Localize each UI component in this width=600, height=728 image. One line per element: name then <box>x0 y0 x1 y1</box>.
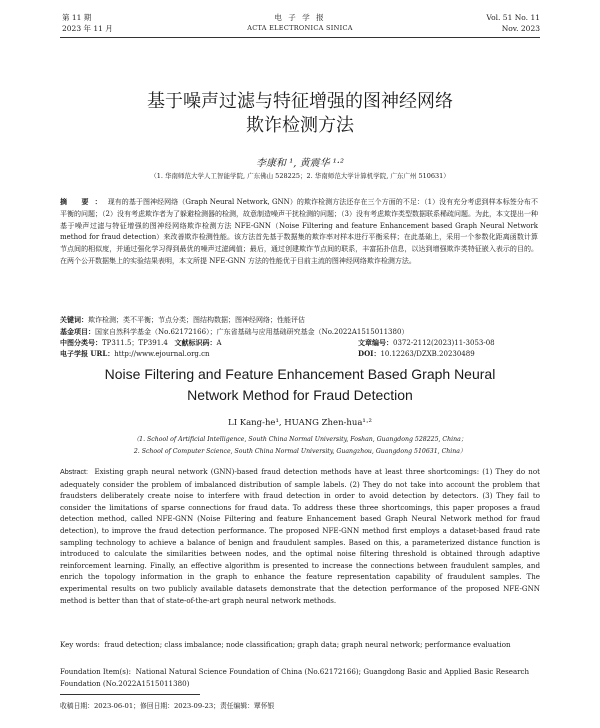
authors-zh: 李康和 ¹, 黄震华 ¹·² <box>256 158 344 169</box>
abstract-en-text: Existing graph neural network (GNN)-based fraud detection methods have at least three shortcomings: (1) They do not adequately consider the problem of imbalanced distribution of sample labels. (2) They do not take into account the problem that fraudsters deliberately create noise to interfere with fraud detection in order to avoid detection by detectors. (3) They fail to consider the limitations of sparse connections for fraud data. To address these three shortcomings, this paper proposes a fraud detection method, called NFE-GNN (Noise Filtering and feature Enhancement based Graph Neural Network method for fraud detection), to improve the fraud detection performance. The proposed NFE-GNN method first employs a dataset-based fraud rate sampling technology to achieve a balance of benign and fraudulent samples. Based on this, a parameterized distance function is introduced to calculate the similarities between nodes, and the optimal noise filtering threshold is obtained through adaptive reinforcement learning. Finally, an effective algorithm is presented to increase the connections between fraudulent samples, and enrich the topology information in the graph to enhance the feature representation capability of fraudulent samples. The experimental results on two publicly available datasets demonstrate that the detection performance of the proposed NFE-GNN method is better than that of state-of-the-art graph neural network methods. <box>60 467 540 605</box>
fund-zh-text: 国家自然科学基金（No.62172166）；广东省基础与应用基础研究基金（No.2022A1515011380） <box>95 328 409 336</box>
keywords-en-text: fraud detection; class imbalance; node classification; graph data; graph neural network; performance evaluation <box>104 640 511 649</box>
issue-zh: 第 11 期 <box>62 13 92 22</box>
keywords-zh-label: 关键词： <box>60 315 88 324</box>
affiliation-en-2: 2. School of Computer Science, South China Normal University, Guangzhou, Guangdong 510631, China） <box>133 448 467 455</box>
date-zh: 2023 年 11 月 <box>62 24 113 33</box>
fund-en-label: Foundation Item(s): <box>60 667 132 676</box>
volume: Vol. 51 No. 11 <box>486 13 540 22</box>
keywords-en-label: Key words: <box>60 640 100 649</box>
affiliation-zh: （1. 华南师范大学人工智能学院, 广东佛山 528225；2. 华南师范大学计算机学院, 广东广州 510631） <box>150 172 450 180</box>
footnote: 收稿日期：2023-06-01；修回日期：2023-09-23；责任编辑：覃怀银 <box>60 702 275 710</box>
url-row <box>60 348 540 360</box>
fund-en <box>60 666 540 689</box>
title-en-line2: Network Method for Fraud Detection <box>187 387 413 403</box>
abstract-zh <box>60 196 538 268</box>
journal-en: ACTA ELECTRONICA SINICA <box>247 24 353 32</box>
fund-en-text: National Natural Science Foundation of China (No.62172166); Guangdong Basic and Applied Basic Research Foundation (No.2022A1515011380) <box>60 667 530 688</box>
article-label: 文章编号： <box>358 338 393 347</box>
article-value: 0372-2112(2023)11-3053-08 <box>393 339 495 347</box>
footnote-rule <box>60 694 200 695</box>
title-en-line1: Noise Filtering and Feature Enhancement Based Graph Neural <box>104 366 496 382</box>
affiliation-en <box>0 434 600 458</box>
authors-en: LI Kang-he¹, HUANG Zhen-hua¹·² <box>228 418 372 428</box>
url-label: 电子学报 URL： <box>60 349 115 358</box>
doc-value: A <box>216 339 222 347</box>
title-zh <box>0 90 600 138</box>
header-right <box>486 12 540 34</box>
title-zh-line2: 欺诈检测方法 <box>246 115 354 136</box>
abstract-en <box>60 466 540 606</box>
journal-url-link[interactable]: http://www.ejournal.org.cn <box>114 350 210 358</box>
title-en <box>0 364 600 406</box>
abstract-zh-text: 现有的基于图神经网络（Graph Neural Network, GNN）的欺诈检测方法还存在三个方面的不足：（1）没有充分考虑到样本标签分布不平衡的问题；（2）没有考虑欺诈者为了躲避检测器的检测，故意制造噪声干扰检测的问题；（3）没有考虑欺诈类型数据联系稀疏问题。为此，本文提出一种基于噪声过滤与特征增强的图神经网络欺诈检测方法 NFE-GNN（Noise Filtering and feature Enhancement based Graph Neural Network method for fraud detection）来改善欺诈检测性能。该方法首先基于数据集的欺诈率对样本进行平衡采样；在此基础上，采用一个参数化距离函数计算节点间的相似度，并通过强化学习得到最优的噪声过滤阈值；最后，通过创建欺诈节点间的联系，丰富拓扑信息，以达到增强欺诈类特征嵌入表示的目的。在两个公开数据集上的实验结果表明，本文所提 NFE-GNN 方法的性能优于目前主流的图神经网络欺诈检测方法。 <box>60 198 538 265</box>
doi-value[interactable]: 10.12263/DZXB.20230489 <box>380 350 475 358</box>
fund-zh-label: 基金项目： <box>60 327 95 336</box>
keywords-zh-text: 欺诈检测；类不平衡；节点分类；图结构数据；图神经网络；性能评估 <box>88 316 305 324</box>
keywords-zh <box>60 314 538 326</box>
doc-label: 文献标识码： <box>174 338 217 347</box>
abstract-en-label: Abstract: <box>60 468 88 476</box>
journal-zh: 电 子 学 报 <box>274 13 326 22</box>
header-rule <box>60 37 540 38</box>
abstract-zh-label: 摘 要： <box>60 197 108 206</box>
clc-value: TP311.5；TP391.4 <box>102 339 168 347</box>
doi-label: DOI： <box>358 349 381 358</box>
keywords-en <box>60 639 540 651</box>
clc-label: 中图分类号： <box>60 338 102 347</box>
date-en: Nov. 2023 <box>501 24 540 33</box>
doi <box>358 348 475 360</box>
title-zh-line1: 基于噪声过滤与特征增强的图神经网络 <box>147 91 453 112</box>
affiliation-en-1: （1. School of Artificial Intelligence, South China Normal University, Foshan, Guangdong 528225, China； <box>133 436 467 443</box>
